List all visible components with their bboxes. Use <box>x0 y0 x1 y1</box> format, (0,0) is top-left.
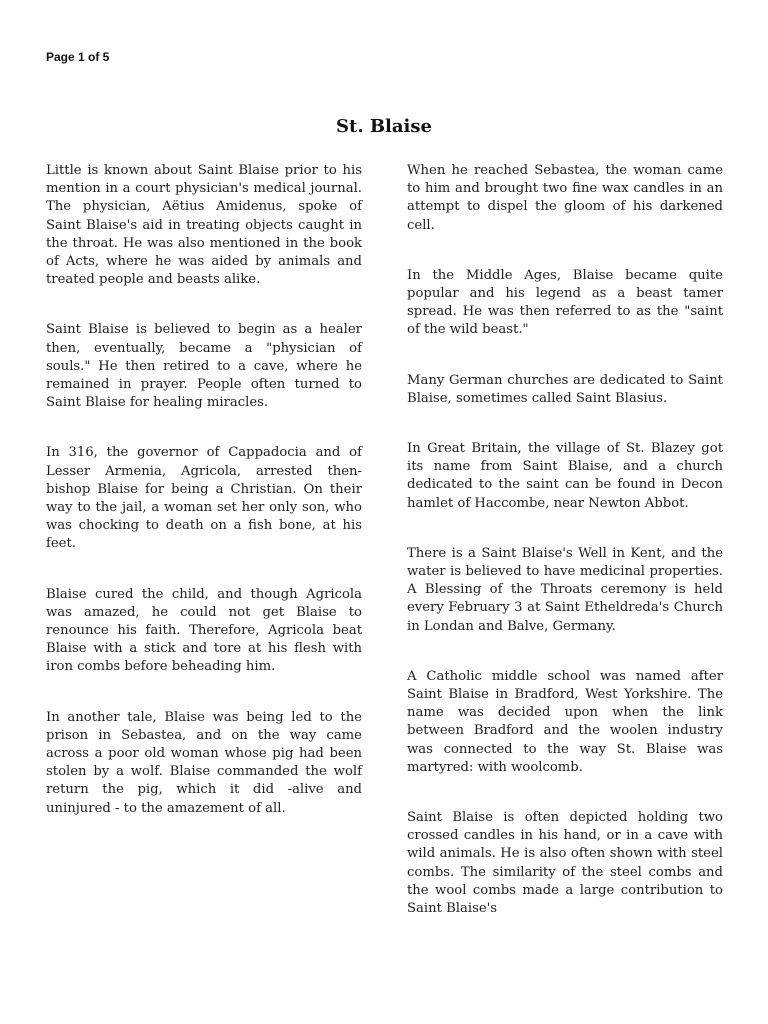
paragraph: When he reached Sebastea, the woman came to him and brought two fine wax candles in an attempt to dispel the gloom of his darkened cell. <box>407 163 723 233</box>
right-column <box>407 162 723 982</box>
page-number: Page 1 of 5 <box>46 50 110 64</box>
paragraph: Saint Blaise is believed to begin as a healer then, eventually, became a "physician of souls." He then retired to a cave, where he remained in prayer. People often turned to Saint Blaise for healing miracles. <box>46 322 362 411</box>
paragraph: Blaise cured the child, and though Agricola was amazed, he could not get Blaise to renounce his faith. Therefore, Agricola beat Blaise with a stick and tore at his flesh with iron combs before beheading him. <box>46 586 362 675</box>
paragraph: In the Middle Ages, Blaise became quite popular and his legend as a beast tamer spread. He was then referred to as the "saint of the wild beast." <box>407 267 723 338</box>
paragraph: There is a Saint Blaise's Well in Kent, and the water is believed to have medicinal properties. A Blessing of the Throats ceremony is held every February 3 at Saint Etheldreda's Church in Londan and Balve, Germany. <box>407 545 723 634</box>
paragraph: Saint Blaise is often depicted holding two crossed candles in his hand, or in a cave with wild animals. He is also often shown with steel combs. The similarity of the steel combs and the wool combs made a large contribution to Saint Blaise's <box>407 810 723 917</box>
document-title: St. Blaise <box>336 116 432 138</box>
paragraph: Little is known about Saint Blaise prior to his mention in a court physician's medical journal. The physician, Aëtius Amidenus, spoke of Saint Blaise's aid in treating objects caught in the throat. He was also mentioned in the book of Acts, where he was aided by animals and treated people and beasts alike. <box>46 163 362 288</box>
paragraph: In another tale, Blaise was being led to the prison in Sebastea, and on the way came across a poor old woman whose pig had been stolen by a wolf. Blaise commanded the wolf return the pig, which it did -alive and uninjured - to the amazement of all. <box>46 709 362 816</box>
left-column <box>46 162 362 850</box>
paragraph: Many German churches are dedicated to Saint Blaise, sometimes called Saint Blasius. <box>407 372 723 406</box>
paragraph: In Great Britain, the village of St. Blazey got its name from Saint Blaise, and a church dedicated to the saint can be found in Decon hamlet of Haccombe, near Newton Abbot. <box>407 441 723 511</box>
paragraph: In 316, the governor of Cappadocia and of Lesser Armenia, Agricola, arrested then-bishop Blaise for being a Christian. On their way to the jail, a woman set her only son, who was chocking to death on a fish bone, at his feet. <box>46 445 362 552</box>
paragraph: A Catholic middle school was named after Saint Blaise in Bradford, West Yorkshire. The name was decided upon when the link between Bradford and the woolen industry was connected to the way St. Blaise was martyred: with woolcomb. <box>407 668 723 775</box>
